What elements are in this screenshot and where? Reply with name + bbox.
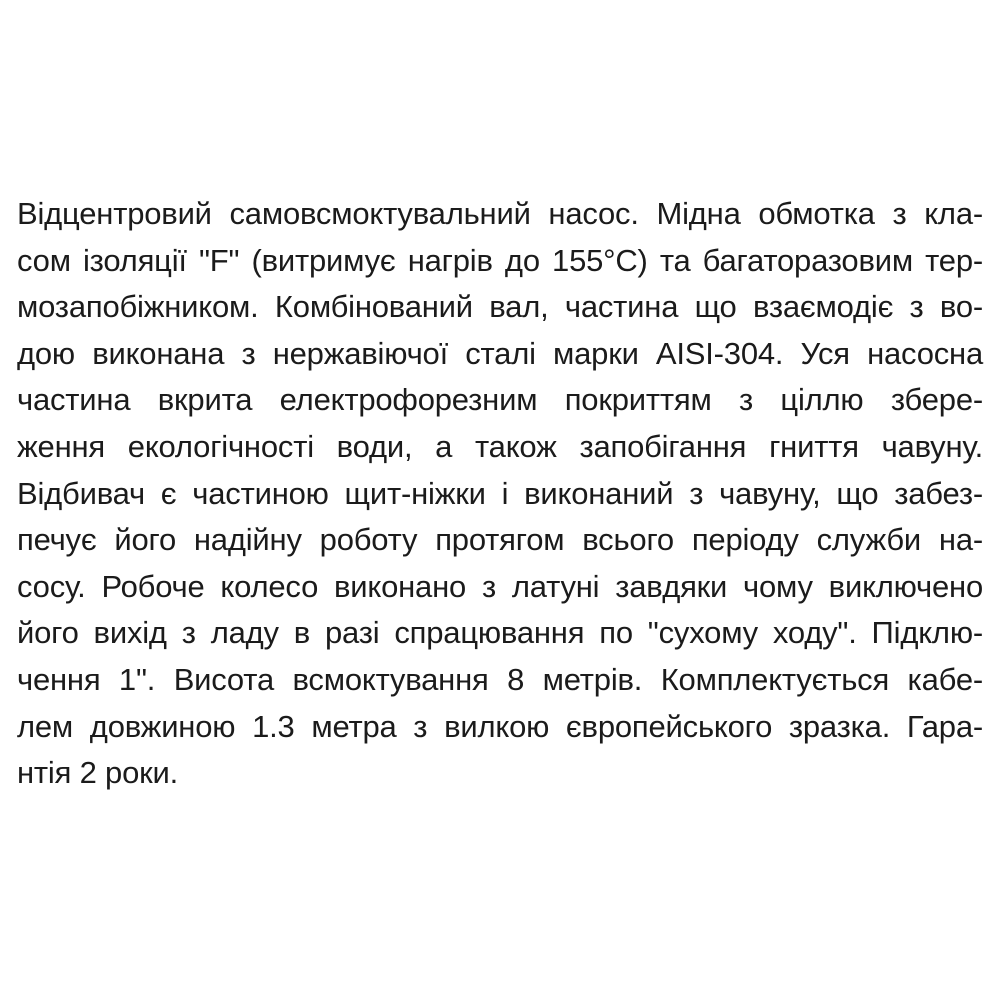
description-line: дою виконана з нержавіючої сталі марки AISI-304. Уся насосна bbox=[17, 335, 983, 371]
description-line: сом ізоляції "F" (витримує нагрів до 155°C) та багаторазовим тер- bbox=[17, 242, 983, 278]
description-line: ження екологічності води, а також запобігання гниття чавуну. bbox=[17, 428, 983, 464]
description-line: лем довжиною 1.3 метра з вилкою європейського зразка. Гара- bbox=[17, 708, 983, 744]
description-line: сосу. Робоче колесо виконано з латуні завдяки чому виключено bbox=[17, 568, 983, 604]
description-line: мозапобіжником. Комбінований вал, частина що взаємодіє з во- bbox=[17, 289, 983, 325]
description-line: чення 1". Висота всмоктування 8 метрів. Комплектується кабе- bbox=[17, 661, 983, 697]
description-line: Відцентровий самовсмоктувальний насос. Мідна обмотка з кла- bbox=[17, 196, 983, 231]
description-line: печує його надійну роботу протягом всього періоду служби на- bbox=[17, 522, 983, 558]
description-line: частина вкрита електрофорезним покриттям з ціллю збере- bbox=[17, 382, 983, 418]
description-line-last: нтія 2 роки. bbox=[17, 755, 179, 791]
description-line: Відбивач є частиною щит-ніжки і виконаний з чавуну, що забез- bbox=[17, 475, 983, 511]
product-description bbox=[17, 191, 983, 797]
description-line: його вихід з ладу в разі спрацювання по "сухому ходу". Підклю- bbox=[17, 615, 983, 651]
